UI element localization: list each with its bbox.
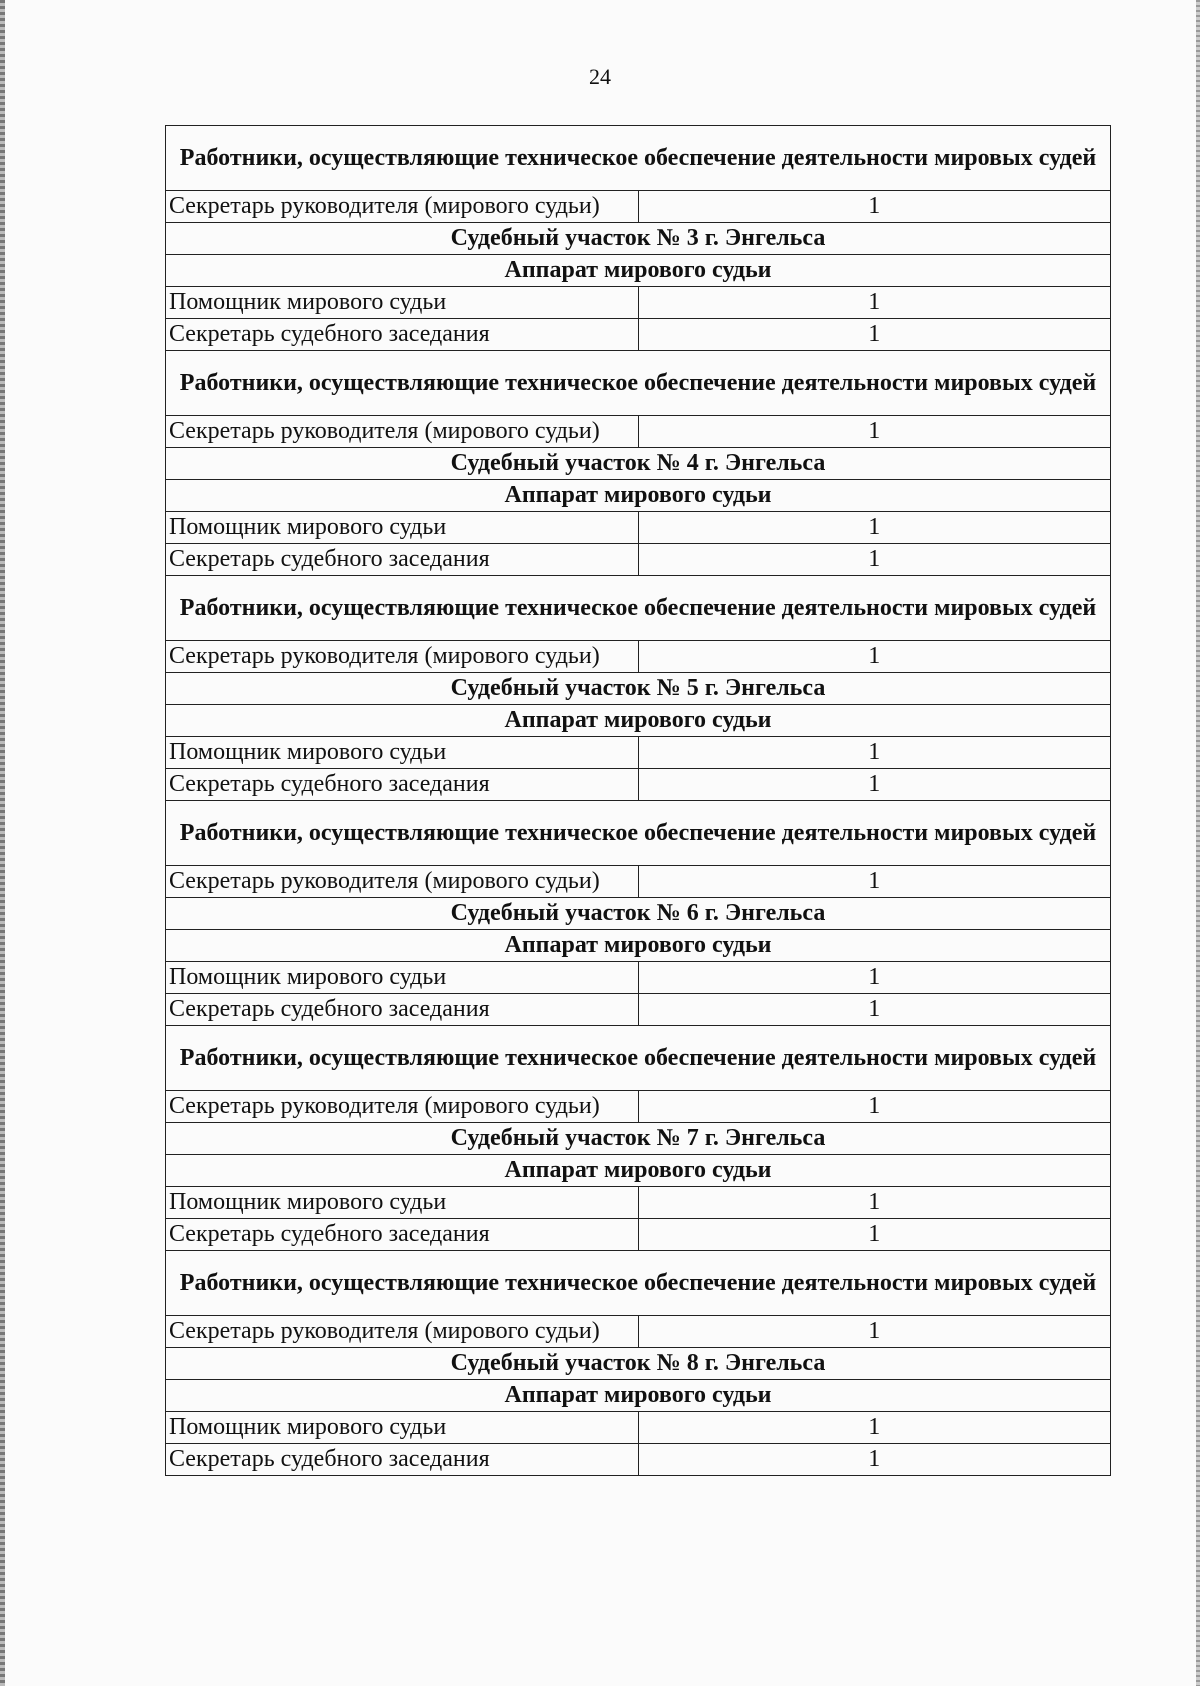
table-row [166, 1444, 1111, 1476]
section-header-row [166, 801, 1111, 866]
section-header-row [166, 126, 1111, 191]
table-row [166, 962, 1111, 994]
position-count: 1 [638, 1219, 1111, 1251]
position-name: Секретарь руководителя (мирового судьи) [166, 1091, 639, 1123]
table-row [166, 512, 1111, 544]
section-header-row [166, 255, 1111, 287]
section-heading: Аппарат мирового судьи [166, 1380, 1111, 1412]
page-number: 24 [589, 64, 611, 89]
section-header-row [166, 1380, 1111, 1412]
position-count: 1 [638, 1091, 1111, 1123]
table-row [166, 1187, 1111, 1219]
position-count: 1 [638, 737, 1111, 769]
position-name: Секретарь судебного заседания [166, 994, 639, 1026]
section-heading: Аппарат мирового судьи [166, 930, 1111, 962]
section-header-row [166, 673, 1111, 705]
position-count: 1 [638, 962, 1111, 994]
table-row [166, 1091, 1111, 1123]
staff-category-heading: Работники, осуществляющие техническое обеспечение деятельности мировых судей [166, 801, 1111, 866]
section-header-row [166, 898, 1111, 930]
position-count: 1 [638, 1412, 1111, 1444]
position-name: Помощник мирового судьи [166, 962, 639, 994]
position-name: Секретарь судебного заседания [166, 769, 639, 801]
staff-category-heading: Работники, осуществляющие техническое обеспечение деятельности мировых судей [166, 351, 1111, 416]
section-heading: Аппарат мирового судьи [166, 705, 1111, 737]
section-header-row [166, 480, 1111, 512]
position-name: Помощник мирового судьи [166, 1412, 639, 1444]
table-row [166, 287, 1111, 319]
position-count: 1 [638, 1316, 1111, 1348]
position-count: 1 [638, 544, 1111, 576]
table-row [166, 769, 1111, 801]
table-row [166, 319, 1111, 351]
staff-category-heading: Работники, осуществляющие техническое обеспечение деятельности мировых судей [166, 1251, 1111, 1316]
table-row [166, 1316, 1111, 1348]
position-count: 1 [638, 994, 1111, 1026]
position-name: Секретарь судебного заседания [166, 319, 639, 351]
section-header-row [166, 1155, 1111, 1187]
scan-edge-left [0, 0, 5, 1686]
scan-edge-right [1196, 0, 1200, 1686]
position-name: Секретарь судебного заседания [166, 1219, 639, 1251]
section-heading: Аппарат мирового судьи [166, 480, 1111, 512]
position-count: 1 [638, 866, 1111, 898]
position-count: 1 [638, 287, 1111, 319]
section-heading: Аппарат мирового судьи [166, 255, 1111, 287]
section-header-row [166, 448, 1111, 480]
section-header-row [166, 351, 1111, 416]
section-header-row [166, 1123, 1111, 1155]
position-count: 1 [638, 641, 1111, 673]
table-row [166, 1219, 1111, 1251]
position-count: 1 [638, 319, 1111, 351]
staff-table [165, 125, 1111, 1476]
section-header-row [166, 930, 1111, 962]
table-row [166, 994, 1111, 1026]
section-heading: Судебный участок № 4 г. Энгельса [166, 448, 1111, 480]
position-name: Секретарь руководителя (мирового судьи) [166, 866, 639, 898]
section-header-row [166, 576, 1111, 641]
position-name: Помощник мирового судьи [166, 287, 639, 319]
position-count: 1 [638, 512, 1111, 544]
position-name: Помощник мирового судьи [166, 512, 639, 544]
position-name: Секретарь руководителя (мирового судьи) [166, 416, 639, 448]
position-name: Помощник мирового судьи [166, 737, 639, 769]
section-heading: Аппарат мирового судьи [166, 1155, 1111, 1187]
section-header-row [166, 1026, 1111, 1091]
section-heading: Судебный участок № 6 г. Энгельса [166, 898, 1111, 930]
table-row [166, 544, 1111, 576]
section-heading: Судебный участок № 8 г. Энгельса [166, 1348, 1111, 1380]
position-count: 1 [638, 416, 1111, 448]
position-name: Секретарь судебного заседания [166, 544, 639, 576]
position-count: 1 [638, 1444, 1111, 1476]
staff-table-body [166, 126, 1111, 1476]
position-name: Секретарь руководителя (мирового судьи) [166, 191, 639, 223]
section-header-row [166, 1251, 1111, 1316]
position-name: Помощник мирового судьи [166, 1187, 639, 1219]
section-heading: Судебный участок № 5 г. Энгельса [166, 673, 1111, 705]
section-heading: Судебный участок № 3 г. Энгельса [166, 223, 1111, 255]
table-row [166, 866, 1111, 898]
staff-category-heading: Работники, осуществляющие техническое обеспечение деятельности мировых судей [166, 126, 1111, 191]
staff-category-heading: Работники, осуществляющие техническое обеспечение деятельности мировых судей [166, 576, 1111, 641]
table-row [166, 641, 1111, 673]
position-name: Секретарь руководителя (мирового судьи) [166, 641, 639, 673]
table-row [166, 737, 1111, 769]
position-count: 1 [638, 1187, 1111, 1219]
position-count: 1 [638, 191, 1111, 223]
position-count: 1 [638, 769, 1111, 801]
section-header-row [166, 705, 1111, 737]
table-row [166, 1412, 1111, 1444]
position-name: Секретарь руководителя (мирового судьи) [166, 1316, 639, 1348]
section-header-row [166, 223, 1111, 255]
section-heading: Судебный участок № 7 г. Энгельса [166, 1123, 1111, 1155]
staff-category-heading: Работники, осуществляющие техническое обеспечение деятельности мировых судей [166, 1026, 1111, 1091]
table-row [166, 416, 1111, 448]
position-name: Секретарь судебного заседания [166, 1444, 639, 1476]
section-header-row [166, 1348, 1111, 1380]
table-row [166, 191, 1111, 223]
